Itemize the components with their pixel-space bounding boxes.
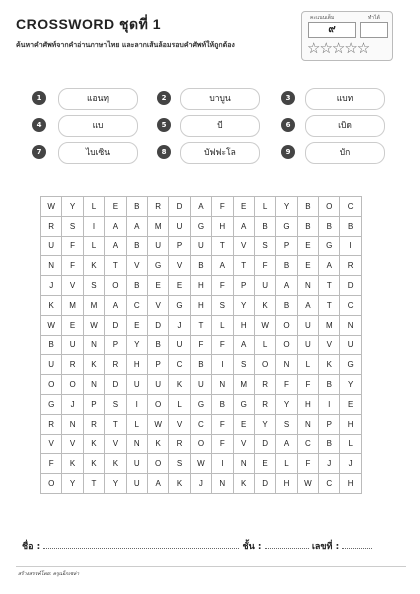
grid-cell[interactable]: R	[147, 197, 168, 217]
number-field[interactable]	[342, 539, 372, 549]
grid-cell[interactable]: F	[62, 236, 83, 256]
grid-cell[interactable]: N	[62, 414, 83, 434]
grid-cell[interactable]: B	[319, 216, 340, 236]
grid-cell[interactable]: V	[62, 434, 83, 454]
grid-cell[interactable]: S	[169, 454, 190, 474]
grid-cell[interactable]: T	[233, 256, 254, 276]
grid-cell[interactable]: H	[297, 394, 318, 414]
grid-cell[interactable]: A	[233, 335, 254, 355]
grid-cell[interactable]: U	[190, 236, 211, 256]
word-item: แอนทฺ	[58, 88, 138, 110]
grid-cell[interactable]: K	[62, 454, 83, 474]
grid-cell[interactable]: B	[147, 335, 168, 355]
grid-cell[interactable]: A	[147, 474, 168, 494]
worksheet-instructions: ค้นหาคำศัพท์จากคำอ่านภาษาไทย และลากเส้นล้อมรอบคำศัพท์ให้ถูกต้อง	[16, 41, 235, 49]
class-field[interactable]	[265, 539, 309, 549]
grid-cell[interactable]: C	[340, 295, 361, 315]
name-label: ชื่อ :	[22, 542, 41, 552]
grid-cell[interactable]: R	[41, 414, 62, 434]
grid-cell[interactable]: T	[83, 474, 104, 494]
grid-cell[interactable]: A	[105, 236, 126, 256]
grid-cell[interactable]: D	[147, 315, 168, 335]
grid-cell[interactable]: N	[126, 434, 147, 454]
grid-cell[interactable]: W	[254, 315, 275, 335]
grid-cell[interactable]: N	[83, 375, 104, 395]
grid-cell[interactable]: F	[212, 434, 233, 454]
grid-cell[interactable]: V	[169, 256, 190, 276]
grid-cell[interactable]: F	[212, 414, 233, 434]
obtained-score-field[interactable]	[360, 22, 388, 38]
grid-row	[41, 295, 362, 315]
word-number: 4	[32, 118, 46, 132]
grid-cell[interactable]: N	[41, 256, 62, 276]
grid-cell[interactable]: F	[276, 375, 297, 395]
grid-row	[41, 394, 362, 414]
grid-cell[interactable]: A	[105, 295, 126, 315]
grid-cell[interactable]: M	[147, 216, 168, 236]
grid-cell[interactable]: B	[340, 216, 361, 236]
grid-row	[41, 236, 362, 256]
number-label: เลขที่ :	[311, 542, 340, 552]
grid-cell[interactable]: R	[41, 216, 62, 236]
grid-cell[interactable]: J	[41, 276, 62, 296]
grid-cell[interactable]: A	[190, 197, 211, 217]
grid-cell[interactable]: B	[297, 197, 318, 217]
grid-cell[interactable]: C	[169, 355, 190, 375]
grid-cell[interactable]: G	[169, 295, 190, 315]
grid-cell[interactable]: O	[190, 434, 211, 454]
word-number: 2	[157, 91, 171, 105]
grid-row	[41, 414, 362, 434]
grid-cell[interactable]: E	[233, 197, 254, 217]
grid-cell[interactable]: E	[105, 197, 126, 217]
grid-cell[interactable]: E	[169, 276, 190, 296]
grid-cell[interactable]: C	[297, 434, 318, 454]
grid-cell[interactable]: K	[83, 256, 104, 276]
grid-cell[interactable]: K	[105, 454, 126, 474]
grid-cell[interactable]: W	[41, 197, 62, 217]
grid-cell[interactable]: J	[169, 315, 190, 335]
grid-cell[interactable]: Y	[62, 474, 83, 494]
grid-cell[interactable]: O	[276, 335, 297, 355]
grid-cell[interactable]: R	[340, 256, 361, 276]
grid-cell[interactable]: N	[212, 375, 233, 395]
grid-cell[interactable]: R	[83, 414, 104, 434]
grid-cell[interactable]: J	[190, 474, 211, 494]
grid-cell[interactable]: B	[126, 236, 147, 256]
grid-cell[interactable]: O	[276, 315, 297, 335]
grid-cell[interactable]: J	[319, 454, 340, 474]
grid-row	[41, 375, 362, 395]
grid-cell[interactable]: F	[212, 197, 233, 217]
grid-cell[interactable]: N	[83, 335, 104, 355]
grid-cell[interactable]: N	[276, 355, 297, 375]
full-score-label: คะแนนเต็ม	[310, 15, 335, 21]
grid-cell[interactable]: G	[147, 256, 168, 276]
grid-row	[41, 335, 362, 355]
grid-cell[interactable]: B	[126, 276, 147, 296]
grid-cell[interactable]: T	[190, 315, 211, 335]
grid-cell[interactable]: S	[83, 276, 104, 296]
grid-cell[interactable]: H	[212, 216, 233, 236]
grid-cell[interactable]: V	[233, 434, 254, 454]
grid-cell[interactable]: W	[297, 474, 318, 494]
grid-cell[interactable]: C	[126, 295, 147, 315]
grid-cell[interactable]: K	[83, 454, 104, 474]
grid-cell[interactable]: V	[105, 434, 126, 454]
grid-cell[interactable]: B	[297, 216, 318, 236]
grid-cell[interactable]: H	[126, 355, 147, 375]
grid-cell[interactable]: E	[254, 454, 275, 474]
grid-cell[interactable]: U	[169, 335, 190, 355]
grid-cell[interactable]: N	[212, 474, 233, 494]
grid-cell[interactable]: S	[105, 394, 126, 414]
grid-cell[interactable]: T	[319, 295, 340, 315]
grid-cell[interactable]: D	[169, 197, 190, 217]
grid-cell[interactable]: A	[297, 295, 318, 315]
word-number: 1	[32, 91, 46, 105]
word-number: 8	[157, 145, 171, 159]
grid-cell[interactable]: Y	[62, 197, 83, 217]
grid-cell[interactable]: A	[105, 216, 126, 236]
grid-cell[interactable]: O	[62, 375, 83, 395]
word-number: 7	[32, 145, 46, 159]
grid-cell[interactable]: U	[340, 335, 361, 355]
grid-cell[interactable]: U	[254, 276, 275, 296]
grid-cell[interactable]: Y	[276, 197, 297, 217]
grid-row	[41, 474, 362, 494]
grid-cell[interactable]: K	[169, 474, 190, 494]
grid-cell[interactable]: P	[105, 335, 126, 355]
grid-row	[41, 315, 362, 335]
grid-cell[interactable]: H	[190, 295, 211, 315]
word-item: แบท	[305, 88, 385, 110]
grid-cell[interactable]: U	[147, 375, 168, 395]
grid-cell[interactable]: S	[233, 355, 254, 375]
word-number: 3	[281, 91, 295, 105]
grid-cell[interactable]: L	[254, 197, 275, 217]
grid-cell[interactable]: U	[297, 335, 318, 355]
grid-cell[interactable]: E	[297, 256, 318, 276]
grid-cell[interactable]: L	[276, 454, 297, 474]
grid-cell[interactable]: G	[233, 394, 254, 414]
grid-cell[interactable]: F	[212, 335, 233, 355]
grid-cell[interactable]: E	[126, 315, 147, 335]
grid-cell[interactable]: D	[105, 375, 126, 395]
grid-cell[interactable]: L	[126, 414, 147, 434]
grid-cell[interactable]: U	[41, 355, 62, 375]
grid-row	[41, 355, 362, 375]
word-number: 9	[281, 145, 295, 159]
grid-cell[interactable]: N	[340, 315, 361, 335]
grid-row	[41, 454, 362, 474]
grid-cell[interactable]: H	[340, 474, 361, 494]
grid-cell[interactable]: R	[254, 375, 275, 395]
word-item: เบิด	[305, 115, 385, 137]
grid-cell[interactable]: O	[254, 355, 275, 375]
grid-cell[interactable]: O	[41, 375, 62, 395]
obtained-score-label: ทำได้	[368, 15, 380, 21]
grid-cell[interactable]: F	[254, 256, 275, 276]
name-field[interactable]	[43, 539, 239, 549]
grid-cell[interactable]: K	[319, 355, 340, 375]
grid-cell[interactable]: A	[276, 276, 297, 296]
grid-cell[interactable]: B	[319, 375, 340, 395]
grid-cell[interactable]: I	[212, 454, 233, 474]
grid-cell[interactable]: M	[319, 315, 340, 335]
grid-cell[interactable]: G	[190, 394, 211, 414]
grid-cell[interactable]: B	[41, 335, 62, 355]
grid-cell[interactable]: P	[169, 236, 190, 256]
grid-cell[interactable]: P	[147, 355, 168, 375]
grid-cell[interactable]: L	[83, 236, 104, 256]
grid-cell[interactable]: O	[147, 394, 168, 414]
grid-cell[interactable]: C	[319, 474, 340, 494]
grid-cell[interactable]: U	[297, 315, 318, 335]
grid-cell[interactable]: T	[105, 256, 126, 276]
grid-cell[interactable]: G	[41, 394, 62, 414]
grid-cell[interactable]: I	[212, 355, 233, 375]
grid-cell[interactable]: T	[212, 236, 233, 256]
grid-cell[interactable]: B	[254, 216, 275, 236]
grid-cell[interactable]: D	[254, 434, 275, 454]
grid-cell[interactable]: K	[254, 295, 275, 315]
grid-cell[interactable]: V	[233, 236, 254, 256]
grid-cell[interactable]: I	[319, 394, 340, 414]
grid-cell[interactable]: P	[276, 236, 297, 256]
grid-cell[interactable]: G	[319, 236, 340, 256]
grid-cell[interactable]: O	[105, 276, 126, 296]
grid-cell[interactable]: M	[233, 375, 254, 395]
grid-cell[interactable]: U	[126, 474, 147, 494]
grid-cell[interactable]: F	[297, 454, 318, 474]
grid-cell[interactable]: W	[83, 315, 104, 335]
grid-cell[interactable]: W	[41, 315, 62, 335]
grid-cell[interactable]: U	[62, 335, 83, 355]
grid-cell[interactable]: L	[340, 434, 361, 454]
grid-cell[interactable]: U	[169, 216, 190, 236]
grid-cell[interactable]: P	[83, 394, 104, 414]
grid-cell[interactable]: A	[212, 256, 233, 276]
grid-cell[interactable]: S	[62, 216, 83, 236]
grid-cell[interactable]: R	[169, 434, 190, 454]
grid-cell[interactable]: R	[105, 355, 126, 375]
grid-cell[interactable]: O	[319, 197, 340, 217]
grid-cell[interactable]: V	[126, 256, 147, 276]
grid-cell[interactable]: U	[126, 375, 147, 395]
grid-cell[interactable]: N	[297, 414, 318, 434]
grid-cell[interactable]: M	[83, 295, 104, 315]
grid-cell[interactable]: K	[169, 375, 190, 395]
grid-cell[interactable]: O	[147, 454, 168, 474]
word-item: บาบูน	[180, 88, 260, 110]
grid-cell[interactable]: Y	[105, 474, 126, 494]
grid-cell[interactable]: E	[147, 276, 168, 296]
word-item: บัก	[305, 142, 385, 164]
grid-cell[interactable]: U	[147, 236, 168, 256]
grid-cell[interactable]: L	[297, 355, 318, 375]
grid-cell[interactable]: F	[190, 335, 211, 355]
class-label: ชั้น :	[242, 542, 262, 552]
word-item: บี	[180, 115, 260, 137]
grid-cell[interactable]: Y	[276, 394, 297, 414]
grid-cell[interactable]: A	[233, 216, 254, 236]
grid-cell[interactable]: R	[254, 394, 275, 414]
grid-cell[interactable]: V	[169, 414, 190, 434]
worksheet-title: CROSSWORD ชุดที่ 1	[16, 16, 161, 32]
grid-cell[interactable]: S	[276, 414, 297, 434]
grid-cell[interactable]: P	[319, 414, 340, 434]
grid-cell[interactable]: C	[340, 197, 361, 217]
grid-cell[interactable]: I	[126, 394, 147, 414]
grid-cell[interactable]: K	[83, 355, 104, 375]
grid-cell[interactable]: L	[83, 197, 104, 217]
grid-cell[interactable]: H	[276, 474, 297, 494]
grid-cell[interactable]: B	[212, 394, 233, 414]
grid-row	[41, 216, 362, 236]
grid-cell[interactable]: L	[254, 335, 275, 355]
word-item: แบ	[58, 115, 138, 137]
grid-cell[interactable]: L	[212, 315, 233, 335]
grid-cell[interactable]: F	[62, 256, 83, 276]
grid-cell[interactable]: P	[233, 276, 254, 296]
grid-cell[interactable]: U	[41, 236, 62, 256]
grid-cell[interactable]: G	[190, 216, 211, 236]
grid-cell[interactable]: H	[233, 315, 254, 335]
grid-cell[interactable]: F	[297, 375, 318, 395]
full-score-value: ๙	[308, 22, 356, 38]
grid-cell[interactable]: Y	[340, 375, 361, 395]
grid-cell[interactable]: L	[169, 394, 190, 414]
grid-cell[interactable]: K	[233, 474, 254, 494]
word-number: 6	[281, 118, 295, 132]
grid-cell[interactable]: B	[276, 295, 297, 315]
grid-cell[interactable]: F	[212, 276, 233, 296]
grid-cell[interactable]: C	[190, 414, 211, 434]
grid-row	[41, 276, 362, 296]
word-item: บัฟฟะโล	[180, 142, 260, 164]
grid-cell[interactable]: D	[340, 276, 361, 296]
creator-credit: สร้างสรรค์โดย: ครูแอ็กเซล่า	[18, 571, 80, 577]
grid-cell[interactable]: G	[276, 216, 297, 236]
grid-cell[interactable]: J	[62, 394, 83, 414]
grid-cell[interactable]: I	[83, 216, 104, 236]
grid-cell[interactable]: V	[41, 434, 62, 454]
grid-cell[interactable]: B	[190, 256, 211, 276]
grid-cell[interactable]: J	[340, 454, 361, 474]
grid-row	[41, 256, 362, 276]
grid-cell[interactable]: S	[254, 236, 275, 256]
word-number: 5	[157, 118, 171, 132]
word-item: ไบเซิน	[58, 142, 138, 164]
student-info-line	[22, 539, 394, 553]
score-box	[301, 11, 393, 61]
grid-cell[interactable]: U	[126, 454, 147, 474]
grid-cell[interactable]: B	[319, 434, 340, 454]
grid-cell[interactable]: V	[319, 335, 340, 355]
grid-row	[41, 197, 362, 217]
grid-cell[interactable]: O	[41, 474, 62, 494]
grid-cell[interactable]: H	[190, 276, 211, 296]
grid-cell[interactable]: E	[340, 394, 361, 414]
grid-cell[interactable]: K	[83, 434, 104, 454]
grid-cell[interactable]: H	[340, 414, 361, 434]
grid-cell[interactable]: V	[147, 295, 168, 315]
grid-cell[interactable]: V	[62, 276, 83, 296]
grid-cell[interactable]: T	[105, 414, 126, 434]
grid-cell[interactable]: Y	[254, 414, 275, 434]
grid-cell[interactable]: T	[319, 276, 340, 296]
grid-cell[interactable]: U	[190, 375, 211, 395]
grid-cell[interactable]: D	[254, 474, 275, 494]
grid-row	[41, 434, 362, 454]
grid-cell[interactable]: G	[340, 355, 361, 375]
star-rating-icon: ☆☆☆☆☆	[307, 39, 370, 57]
grid-cell[interactable]: S	[212, 295, 233, 315]
grid-cell[interactable]: E	[297, 236, 318, 256]
grid-cell[interactable]: K	[147, 434, 168, 454]
grid-cell[interactable]: W	[190, 454, 211, 474]
grid-cell[interactable]: R	[62, 355, 83, 375]
grid-cell[interactable]: B	[126, 197, 147, 217]
grid-cell[interactable]: B	[276, 256, 297, 276]
grid-cell[interactable]: A	[276, 434, 297, 454]
grid-cell[interactable]: B	[190, 355, 211, 375]
grid-cell[interactable]: N	[297, 276, 318, 296]
grid-cell[interactable]: Y	[126, 335, 147, 355]
grid-cell[interactable]: W	[147, 414, 168, 434]
grid-cell[interactable]: A	[319, 256, 340, 276]
grid-cell[interactable]: E	[62, 315, 83, 335]
grid-cell[interactable]: Y	[233, 295, 254, 315]
grid-cell[interactable]: E	[233, 414, 254, 434]
grid-cell[interactable]: M	[62, 295, 83, 315]
grid-cell[interactable]: D	[105, 315, 126, 335]
footer-divider	[16, 566, 406, 567]
grid-cell[interactable]: K	[41, 295, 62, 315]
grid-cell[interactable]: N	[233, 454, 254, 474]
grid-cell[interactable]: F	[41, 454, 62, 474]
letter-grid	[40, 196, 362, 494]
grid-cell[interactable]: I	[340, 236, 361, 256]
grid-cell[interactable]: A	[126, 216, 147, 236]
